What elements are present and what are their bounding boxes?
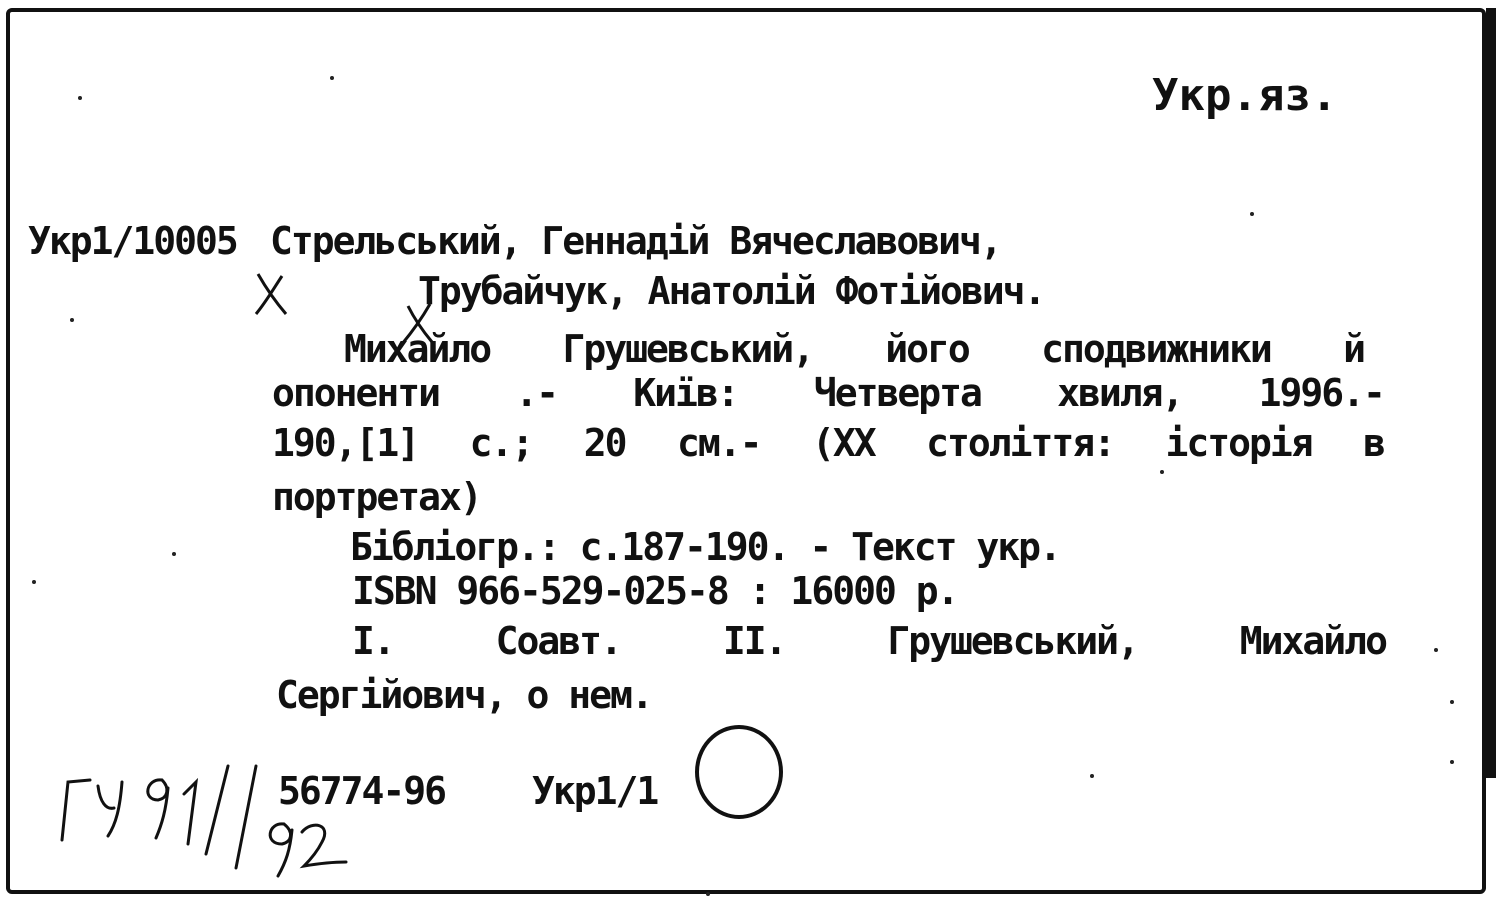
tracing-word: II. <box>722 619 786 663</box>
title-word: Четверта <box>813 371 981 415</box>
punch-hole-circle <box>692 722 788 822</box>
scan-speck <box>78 96 82 100</box>
tracing-word: Соавт. <box>495 619 621 663</box>
title-word: в <box>1363 421 1384 465</box>
title-word: 1996.- <box>1258 371 1384 415</box>
scan-speck <box>1250 212 1254 216</box>
title-word: Грушевський, <box>562 327 813 371</box>
title-word: й <box>1343 327 1364 371</box>
handwritten-x-mark <box>252 270 292 318</box>
card-edge-shadow <box>1486 8 1496 778</box>
title-line-1 <box>344 327 1364 371</box>
stamp-call-code: Укр1/1 <box>532 769 658 813</box>
isbn-note: ISBN 966-529-025-8 : 16000 р. <box>352 569 958 613</box>
title-word: с.; <box>469 421 533 465</box>
author-second: Трубайчук, Анатолій Фотійович. <box>418 269 1045 313</box>
title-word: см.- <box>676 421 761 465</box>
title-word: сподвижники <box>1041 327 1271 371</box>
author-main: Стрельський, Геннадій Вячеславович, <box>270 219 1001 263</box>
title-line-2 <box>272 371 1384 415</box>
title-word: .- <box>515 371 558 415</box>
title-word: Київ: <box>633 371 738 415</box>
scan-speck <box>706 892 710 896</box>
scan-speck <box>1450 700 1454 704</box>
scan-speck <box>1450 760 1454 764</box>
title-word: 190,[1] <box>272 421 419 465</box>
accession-number: 56774-96 <box>278 769 446 813</box>
language-label: Укр.яз. <box>1152 70 1338 121</box>
title-word: опоненти <box>272 371 440 415</box>
tracing-word: Михайло <box>1239 619 1386 663</box>
title-word: хвиля, <box>1057 371 1183 415</box>
title-word: століття: <box>926 421 1114 465</box>
scan-speck <box>1160 470 1164 474</box>
bibliography-note: Бібліогр.: с.187-190. - Текст укр. <box>350 525 1060 569</box>
title-line-4: портретах) <box>272 475 481 519</box>
title-word: історія <box>1165 421 1312 465</box>
scan-speck <box>1434 648 1438 652</box>
tracing-word: I. <box>352 619 394 663</box>
tracing-line-1 <box>352 619 1386 663</box>
tracing-word: Грушевський, <box>887 619 1138 663</box>
title-word: 20 <box>583 421 626 465</box>
title-word: його <box>885 327 969 371</box>
scan-speck <box>330 76 334 80</box>
call-number: Укр1/10005 <box>28 219 237 263</box>
scan-speck <box>32 580 36 584</box>
title-word: Михайло <box>344 327 491 371</box>
tracing-line-2: Сергійович, о нем. <box>276 673 652 717</box>
title-line-3 <box>272 421 1384 465</box>
scan-speck <box>1090 774 1094 778</box>
handwritten-shelf-note <box>50 758 350 888</box>
scan-speck <box>172 552 176 556</box>
scan-speck <box>70 318 74 322</box>
title-word: (XX <box>811 421 875 465</box>
